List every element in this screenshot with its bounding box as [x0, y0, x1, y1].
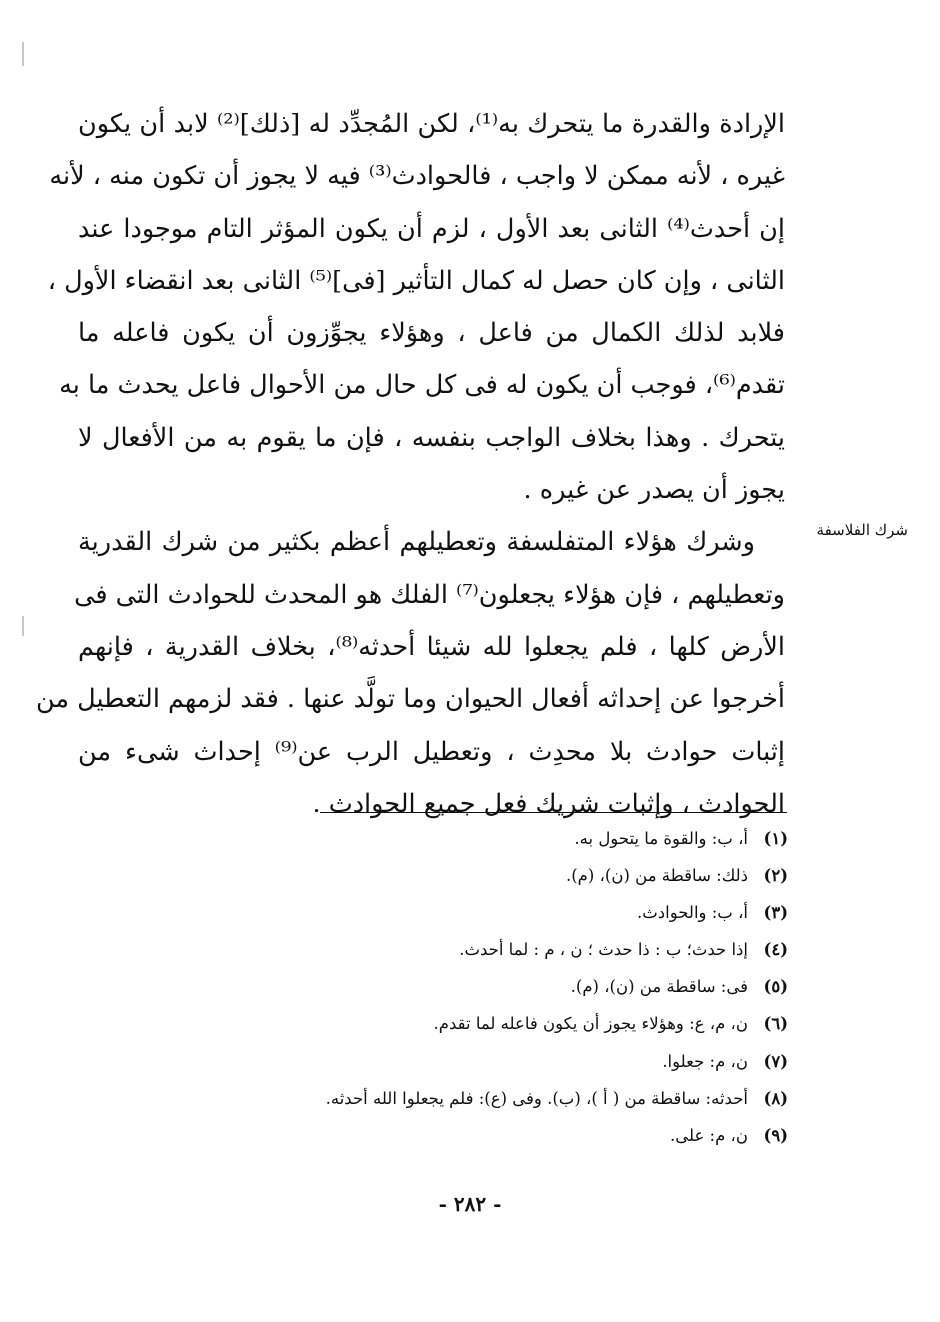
main-text [35, 98, 786, 830]
scan-edge-mark [22, 616, 24, 636]
text-line: فلابد لذلك الكمال من فاعل ، وهؤلاء يجوِّزون أن يكون فاعله ما [78, 318, 785, 349]
footnote-number: (٦) [763, 1014, 788, 1034]
footnote [200, 894, 788, 931]
footnote-number: (٥) [763, 977, 788, 997]
footnotes [200, 820, 788, 1154]
footnote-text: أحدثه: ساقطة من ( أ )، (ب). وفى (ع): فلم يجعلوا الله أحدثه. [325, 1088, 748, 1108]
footnote-number: (٩) [763, 1125, 788, 1145]
margin-heading: شرك الفلاسفة [816, 521, 908, 539]
text-line: وتعطيلهم ، فإن هؤلاء يجعلون⁽⁷⁾ الفلك هو المحدث للحوادث التى فى [74, 579, 785, 610]
footnote-text: ن، م: جعلوا. [662, 1051, 748, 1071]
footnote [200, 968, 788, 1005]
footnote-text: فى: ساقطة من (ن)، (م). [570, 977, 748, 997]
footnote-text: ن، م: على. [669, 1125, 748, 1145]
text-line: إثبات حوادث بلا محدِث ، وتعطيل الرب عن⁽⁹⁾ إحداث شىء من [78, 736, 785, 767]
footnote-number: (٣) [763, 903, 788, 923]
footnote-divider [320, 812, 787, 813]
footnote-text: أ، ب: والقوة ما يتحول به. [574, 829, 748, 848]
footnote-number: (٢) [763, 866, 788, 886]
text-line: إن أحدث⁽⁴⁾ الثانى بعد الأول ، لزم أن يكون المؤثر التام موجودا عند [78, 213, 785, 244]
text-line: أخرجوا عن إحداثه أفعال الحيوان وما تولَّد عنها . فقد لزمهم التعطيل من [35, 684, 785, 715]
footnote-text: ن، م، ع: وهؤلاء يجوز أن يكون فاعله لما تقدم. [433, 1014, 748, 1034]
footnote [200, 1117, 788, 1154]
text-line: يجوز أن يصدر عن غيره . [523, 475, 785, 506]
page-number: - ٢٨٢ - [438, 1192, 502, 1216]
footnote [200, 857, 788, 894]
footnote-text: إذا حدث؛ ب : ذا حدث ؛ ن ، م : لما أحدث. [459, 940, 748, 960]
text-line: الأرض كلها ، فلم يجعلوا لله شيئا أحدثه⁽⁸⁾، بخلاف القدرية ، فإنهم [78, 631, 786, 662]
text-line: تقدم⁽⁶⁾، فوجب أن يكون له فى كل حال من الأحوال فاعل يحدث ما به [59, 370, 785, 401]
scan-edge-mark [22, 42, 24, 66]
footnote-number: (٧) [763, 1051, 788, 1071]
footnote-text: أ، ب: والحوادث. [637, 903, 748, 923]
footnote-text: ذلك: ساقطة من (ن)، (م). [566, 866, 748, 886]
text-line: الإرادة والقدرة ما يتحرك به⁽¹⁾، لكن المُجدِّد له [ذلك]⁽²⁾ لابد أن يكون [78, 109, 785, 139]
text-line: الحوادث ، وإثبات شريك فعل جميع الحوادث . [312, 788, 785, 819]
text-line: وشرك هؤلاء المتفلسفة وتعطيلهم أعظم بكثير من شرك القدرية [78, 527, 755, 558]
footnote [200, 931, 788, 968]
text-line: الثانى ، وإن كان حصل له كمال التأثير [فى]⁽⁵⁾ الثانى بعد انقضاء الأول ، [47, 265, 785, 296]
footnote [200, 1043, 788, 1080]
footnote-number: (٨) [763, 1088, 788, 1108]
text-line: غيره ، لأنه ممكن لا واجب ، فالحوادث⁽³⁾ فيه لا يجوز أن تكون منه ، لأنه [49, 161, 785, 192]
footnote-number: (٤) [763, 940, 788, 960]
text-line: يتحرك . وهذا بخلاف الواجب بنفسه ، فإن ما يقوم به من الأفعال لا [78, 422, 785, 453]
footnote [200, 1005, 788, 1042]
footnote [200, 820, 788, 857]
footnote [200, 1080, 788, 1117]
footnote-number: (١) [763, 829, 788, 848]
